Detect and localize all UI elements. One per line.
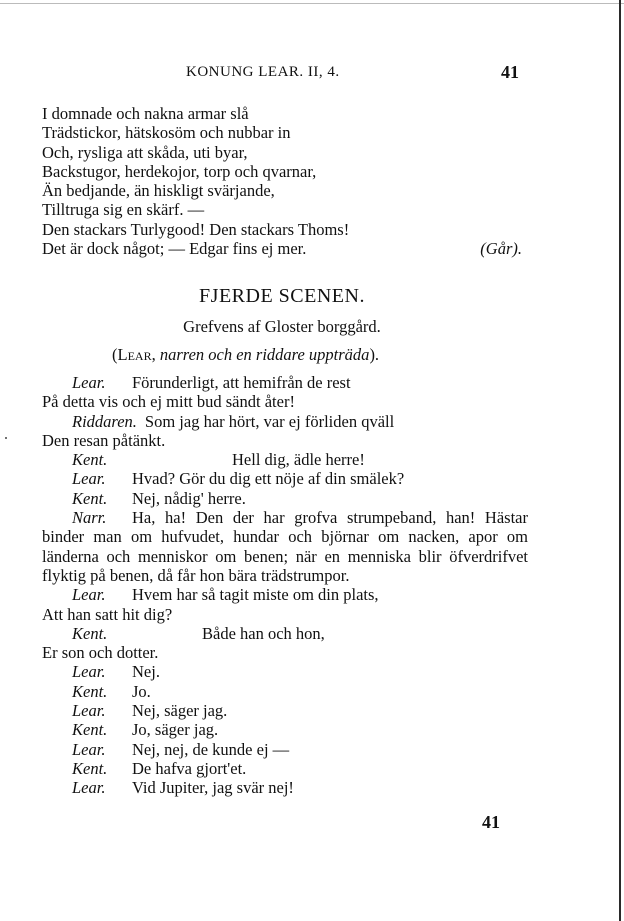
speaker-name: Kent.	[72, 623, 108, 643]
speaker-name: Narr.	[72, 508, 107, 528]
speaker-name: Lear.	[72, 585, 106, 605]
dialogue-line	[42, 373, 522, 392]
signature-number: 41	[482, 812, 500, 832]
dialogue-continuation: Den resan påtänkt.	[42, 430, 166, 450]
verse-line: Den stackars Turlygood! Den stackars Thoms!	[42, 219, 350, 239]
verse-line: Backstugor, herdekojor, torp och qvarnar,	[42, 161, 317, 181]
speech-text: Vid Jupiter, jag svär nej!	[132, 778, 294, 798]
print-speck	[5, 437, 7, 439]
entrance-rest: narren och en riddare uppträda	[159, 345, 370, 364]
speaker-name: Lear.	[72, 662, 106, 682]
speaker-name: Lear.	[72, 778, 106, 798]
speaker-name: Kent.	[72, 758, 108, 778]
speech-text: Nej, nej, de kunde ej —	[132, 739, 290, 759]
dialogue-line	[42, 585, 522, 604]
speech-text: Hell dig, ädle herre!	[232, 450, 365, 470]
speaker-name: Lear.	[72, 739, 106, 759]
scene-setting: Grefvens af Gloster borggård.	[183, 317, 381, 336]
running-head	[42, 64, 522, 86]
speaker-name: Lear.	[72, 469, 106, 489]
page-right-edge	[619, 0, 621, 921]
speaker-name: Kent.	[72, 681, 108, 701]
entrance-close: ).	[369, 345, 380, 364]
dialogue-line	[42, 720, 522, 739]
speech-text: Hvad? Gör du dig ett nöje af din smälek?	[132, 469, 405, 489]
speech-text: Förunderligt, att hemifrån de rest	[132, 373, 351, 392]
exit-stage-direction: (Går).	[480, 239, 522, 259]
dialogue-line	[42, 489, 522, 508]
verse-line: Och, rysliga att skåda, uti byar,	[42, 142, 248, 162]
entrance-stage-direction	[112, 345, 379, 365]
speech-text: Hvem har så tagit miste om din plats,	[132, 585, 379, 605]
dialogue-line	[42, 412, 522, 431]
speech-text: Jo.	[132, 681, 151, 701]
prose-indent	[42, 508, 72, 527]
dialogue-continuation: Er son och dotter.	[42, 643, 159, 663]
dialogue-line	[42, 759, 522, 778]
speaker-name: Kent.	[72, 450, 108, 470]
speech-text: Som jag har hört, var ej förliden qväll	[144, 411, 395, 431]
speaker-name: Riddaren.	[72, 411, 137, 431]
speaker-name: Lear.	[72, 701, 106, 721]
verse-line: Trädstickor, hätskosöm och nubbar in	[42, 123, 291, 143]
verse-line-text: Det är dock något; — Edgar fins ej mer.	[42, 239, 307, 259]
dialogue-line	[42, 778, 522, 797]
dialogue-line	[42, 662, 522, 681]
running-title: KONUNG LEAR. II, 4.	[186, 64, 340, 80]
speech-text: Nej.	[132, 662, 160, 682]
dialogue-line	[42, 450, 522, 469]
entrance-name: Lear	[117, 345, 152, 364]
dialogue-line	[42, 682, 522, 701]
speech-text: De hafva gjort'et.	[132, 758, 247, 778]
verse-line: I domnade och nakna armar slå	[42, 104, 249, 123]
dialogue-block	[42, 373, 528, 798]
speaker-name: Kent.	[72, 720, 108, 740]
dialogue-line	[42, 624, 522, 643]
speaker-name: Lear.	[72, 373, 106, 392]
verse-line-last	[42, 239, 522, 258]
dialogue-continuation: På detta vis och ej mitt bud sändt åter!	[42, 392, 295, 412]
page-top-edge	[0, 3, 624, 4]
prose-speech	[42, 508, 528, 585]
speech-text: Jo, säger jag.	[132, 720, 219, 740]
dialogue-line	[42, 701, 522, 720]
page-number: 41	[501, 62, 519, 82]
speech-text: Nej, säger jag.	[132, 701, 228, 721]
scene-heading: FJERDE SCENEN.	[199, 285, 365, 307]
speech-text: Både han och hon,	[202, 623, 325, 643]
speech-text: Ha, ha! Den der har grofva strumpeband, han! Hästar binder man om hufvudet, hundar och björnar om nacken, apor om länderna och menniskor om benen; när en menniska blir öfverdrifvet flyktig på benen, då får hon bära trädstrumpor.	[42, 508, 528, 585]
verse-line: Tilltruga sig en skärf. —	[42, 200, 205, 220]
entrance-sep: ,	[151, 345, 160, 364]
verse-block	[42, 104, 522, 258]
verse-line: Än bedjande, än hiskligt svärjande,	[42, 181, 275, 201]
speaker-name: Kent.	[72, 488, 108, 508]
speech-text: Nej, nådig' herre.	[132, 488, 246, 508]
entrance-open: (	[112, 345, 118, 364]
dialogue-continuation: Att han satt hit dig?	[42, 604, 173, 624]
dialogue-line	[42, 469, 522, 488]
dialogue-line	[42, 740, 522, 759]
